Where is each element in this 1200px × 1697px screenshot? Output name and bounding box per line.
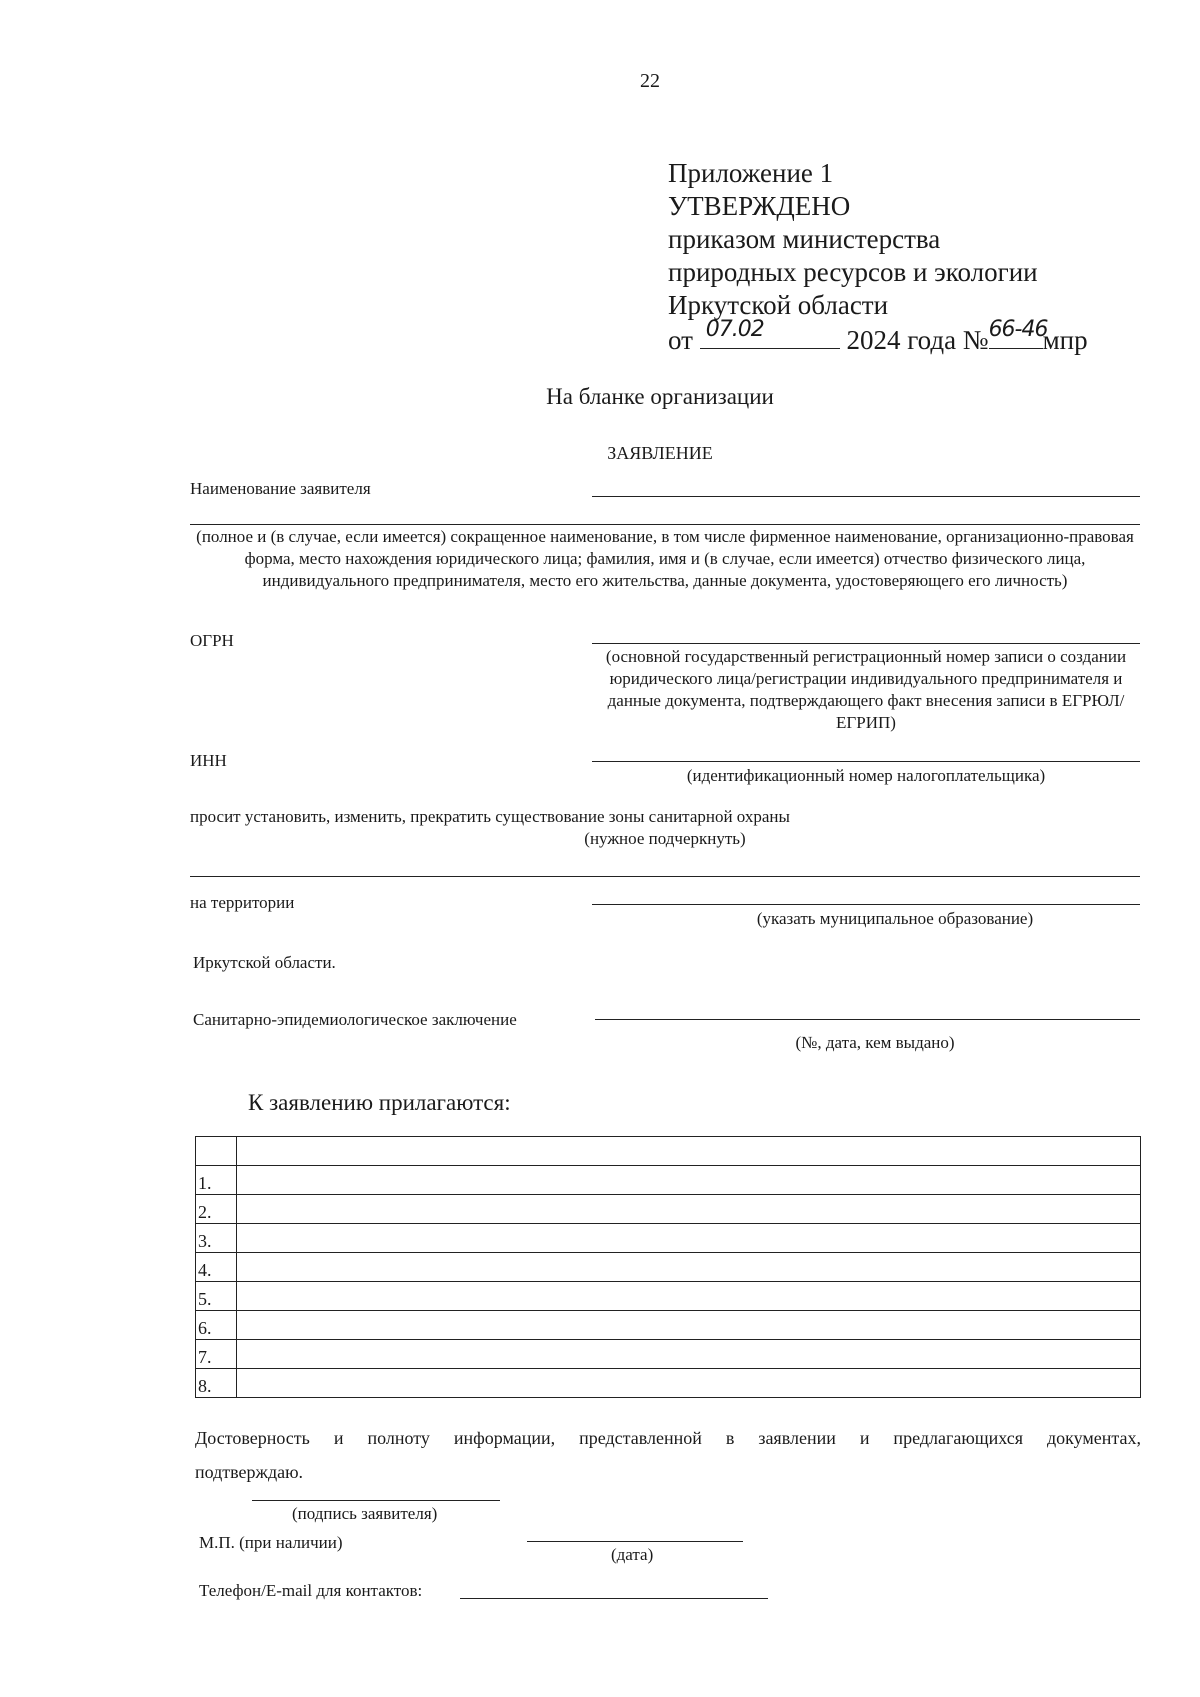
confirmation-text: Достоверность и полноту информации, представленной в заявлении и предлагающихся документах, — [195, 1428, 1141, 1448]
table-cell-doc[interactable] — [237, 1340, 1141, 1369]
table-cell-num — [196, 1137, 237, 1166]
statement-title: ЗАЯВЛЕНИЕ — [607, 443, 713, 463]
date-hint: (дата) — [611, 1545, 654, 1564]
table-cell-doc[interactable] — [237, 1137, 1141, 1166]
conclusion-hint: (№, дата, кем выдано) — [795, 1033, 955, 1052]
table-cell-doc[interactable] — [237, 1253, 1141, 1282]
applicant-hint: (полное и (в случае, если имеется) сокращенное наименование, в том числе фирменное наименование, организационно-правовая форма, место нахождения юридического лица; фамилия, имя и (в случае, если имеется) отчество физического лица, индивидуального предпринимателя, место его жительства, данные документа, удостоверяющего его личность) — [196, 527, 1134, 590]
table-cell-doc[interactable] — [237, 1369, 1141, 1398]
table-row — [196, 1311, 1141, 1340]
table-cell-num: 4. — [196, 1253, 237, 1282]
table-row — [196, 1224, 1141, 1253]
order-line: приказом министерства — [668, 224, 941, 254]
table-row — [196, 1253, 1141, 1282]
page-number: 22 — [640, 70, 660, 92]
table-row — [196, 1340, 1141, 1369]
order-date-handwritten: 07.02 — [705, 317, 764, 342]
from-prefix: от — [668, 325, 693, 355]
table-cell-doc[interactable] — [237, 1195, 1141, 1224]
date-line[interactable] — [527, 1541, 743, 1542]
confirmation-text-end: подтверждаю. — [195, 1462, 304, 1482]
inn-hint: (идентификационный номер налогоплательщика) — [686, 766, 1046, 785]
ogrn-label: ОГРН — [190, 631, 234, 650]
region-line: Иркутской области — [668, 290, 889, 320]
territory-region: Иркутской области. — [193, 953, 336, 972]
request-line[interactable] — [190, 876, 1140, 877]
contacts-label: Телефон/E-mail для контактов: — [199, 1581, 423, 1600]
table-row — [196, 1166, 1141, 1195]
table-row — [196, 1195, 1141, 1224]
table-row — [196, 1369, 1141, 1398]
territory-hint: (указать муниципальное образование) — [756, 909, 1034, 928]
contacts-line[interactable] — [460, 1598, 768, 1599]
conclusion-line[interactable] — [595, 1019, 1140, 1020]
table-cell-doc[interactable] — [237, 1311, 1141, 1340]
stamp-label: М.П. (при наличии) — [199, 1533, 343, 1552]
table-cell-num: 2. — [196, 1195, 237, 1224]
appendix-label: Приложение 1 — [668, 158, 834, 188]
inn-line[interactable] — [592, 761, 1140, 762]
approval-block — [668, 157, 1088, 357]
letterhead-note: На бланке организации — [546, 384, 774, 409]
table-row — [196, 1282, 1141, 1311]
order-number-suffix: мпр — [1042, 325, 1088, 355]
applicant-name-line-2[interactable] — [190, 524, 1140, 525]
order-number-blank — [988, 317, 1048, 349]
attachments-title: К заявлению прилагаются: — [248, 1090, 511, 1115]
applicant-name-line[interactable] — [592, 496, 1140, 497]
table-cell-num: 6. — [196, 1311, 237, 1340]
signature-line[interactable] — [252, 1500, 500, 1501]
order-date-blank — [700, 317, 840, 349]
attachments-table — [195, 1136, 1141, 1398]
territory-label: на территории — [190, 893, 295, 912]
ogrn-hint: (основной государственный регистрационный номер записи о создании юридического лица/регистрации индивидуального предпринимателя и данные документа, подтверждающего факт внесения записи в ЕГРЮЛ/ЕГРИП) — [605, 647, 1127, 732]
applicant-label: Наименование заявителя — [190, 479, 371, 498]
request-hint: (нужное подчеркнуть) — [584, 829, 746, 848]
table-cell-num: 8. — [196, 1369, 237, 1398]
approved-label: УТВЕРЖДЕНО — [668, 191, 851, 221]
table-cell-num: 1. — [196, 1166, 237, 1195]
table-cell-doc[interactable] — [237, 1282, 1141, 1311]
table-cell-num: 7. — [196, 1340, 237, 1369]
territory-line[interactable] — [592, 904, 1140, 905]
order-year: 2024 года № — [846, 325, 989, 355]
signature-hint: (подпись заявителя) — [292, 1504, 438, 1523]
table-cell-num: 5. — [196, 1282, 237, 1311]
table-cell-doc[interactable] — [237, 1224, 1141, 1253]
order-number-handwritten: 66-46 — [988, 317, 1048, 342]
table-cell-doc[interactable] — [237, 1166, 1141, 1195]
table-row — [196, 1137, 1141, 1166]
ogrn-line[interactable] — [592, 643, 1140, 644]
request-text: просит установить, изменить, прекратить существование зоны санитарной охраны — [190, 807, 790, 826]
order-date-line — [668, 317, 1088, 357]
conclusion-label: Санитарно-эпидемиологическое заключение — [193, 1010, 517, 1029]
ministry-line: природных ресурсов и экологии — [668, 257, 1038, 287]
inn-label: ИНН — [190, 751, 227, 770]
table-cell-num: 3. — [196, 1224, 237, 1253]
